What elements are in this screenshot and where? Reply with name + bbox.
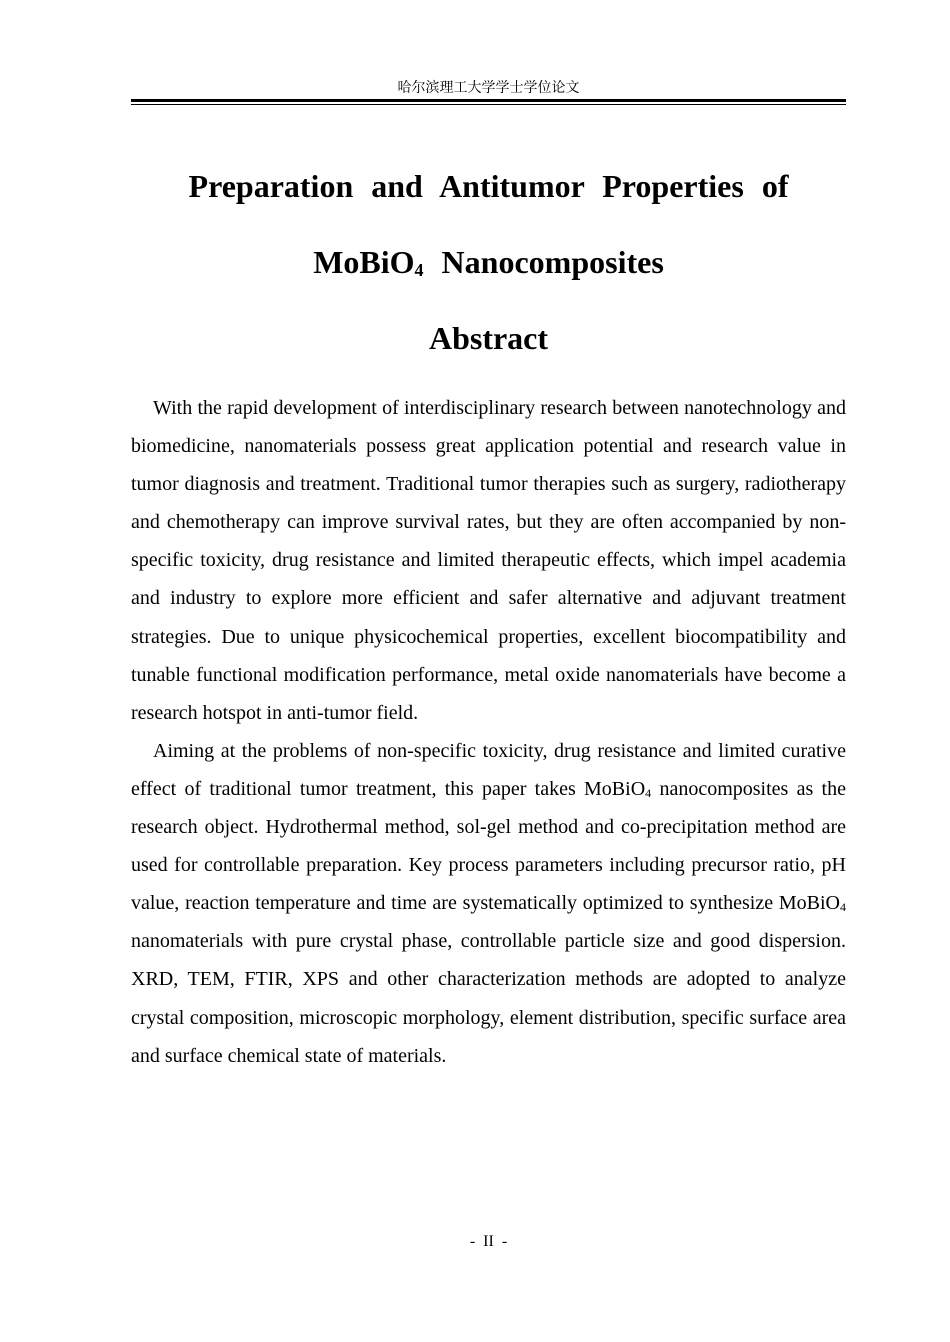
abstract-heading: Abstract — [428, 320, 549, 356]
paragraph-2-part-3: nanomaterials with pure crystal phase, controllable particle size and good dispersion. XRD, TEM, FTIR, XPS and other characterization methods are adopted to analyze crystal composition, microscopic morphology, element distribution, specific surface area and surface chemical state of materials. — [131, 930, 846, 1067]
header-rule-thin — [131, 104, 846, 105]
abstract-paragraph-2 — [131, 732, 846, 1075]
page-number: - II - — [469, 1233, 508, 1250]
formula-subscript-1: 4 — [645, 785, 652, 800]
abstract-body — [131, 389, 846, 1075]
title-formula: MoBiO — [313, 244, 415, 280]
title-line-2 — [313, 244, 664, 280]
abstract-paragraph-1: With the rapid development of interdisciplinary research between nanotechnology and biomedicine, nanomaterials possess great application potential and research value in tumor diagnosis and treatment. Traditional tumor therapies such as surgery, radiotherapy and chemotherapy can improve survival rates, but they are often accompanied by non-specific toxicity, drug resistance and limited therapeutic effects, which impel academia and industry to explore more efficient and safer alternative and adjuvant treatment strategies. Due to unique physicochemical properties, excellent biocompatibility and tunable functional modification performance, metal oxide nanomaterials have become a research hotspot in anti-tumor field. — [131, 397, 846, 724]
title-line-1: Preparation and Antitumor Properties of — [188, 168, 789, 204]
running-header: 哈尔滨理工大学学士学位论文 — [397, 80, 580, 96]
title-line-2-suffix: Nanocomposites — [423, 244, 664, 280]
paragraph-2-part-2: nanocomposites as the research object. Hydrothermal method, sol-gel method and co-precipitation method are used for controllable preparation. Key process parameters including precursor ratio, pH value, reaction temperature and time are systematically optimized to synthesize MoBiO — [131, 777, 846, 915]
paragraph-2-part-1: Aiming at the problems of non-specific toxicity, drug resistance and limited curative effect of traditional tumor treatment, this paper takes MoBiO — [131, 739, 846, 800]
thesis-title — [131, 148, 846, 300]
header-rule-thick — [131, 99, 846, 102]
formula-subscript-2: 4 — [840, 900, 846, 915]
title-formula-subscript: 4 — [414, 260, 424, 280]
